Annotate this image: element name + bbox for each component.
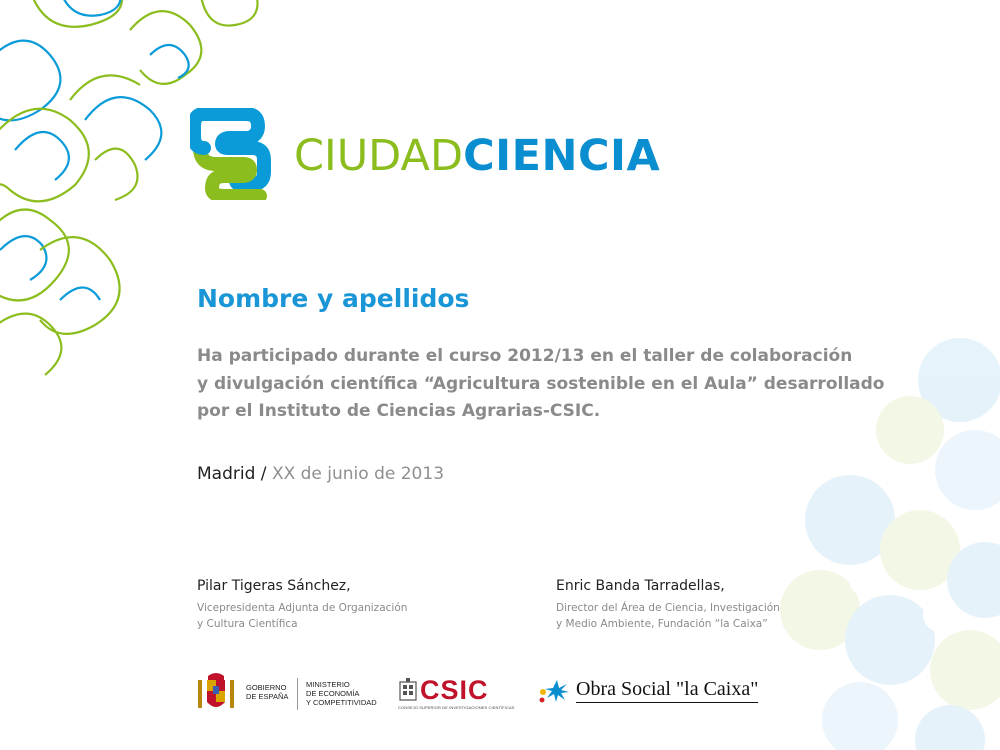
gobierno-espana-text: GOBIERNO DE ESPAÑA xyxy=(246,683,289,701)
ciudadciencia-symbol-icon xyxy=(190,108,280,200)
date-line xyxy=(197,464,444,484)
signatory-role xyxy=(556,600,780,632)
recipient-name: Nombre y apellidos xyxy=(197,284,470,313)
city: Madrid xyxy=(197,464,256,484)
body-line: y divulgación científica “Agricultura sostenible en el Aula” desarrollado xyxy=(197,373,885,394)
role-line: y Cultura Científica xyxy=(197,618,298,630)
body-line: Ha participado durante el curso 2012/13 en el taller de colaboración xyxy=(197,346,853,366)
ciudadciencia-logo xyxy=(190,108,660,200)
certificate-body xyxy=(197,343,885,426)
csic-subtitle: CONSEJO SUPERIOR DE INVESTIGACIONES CIENTÍFICAS xyxy=(398,705,515,710)
date-separator: / xyxy=(255,464,272,484)
signatory-2 xyxy=(556,578,780,632)
role-line: y Medio Ambiente, Fundación “la Caixa” xyxy=(556,618,768,630)
csic-wordmark: CSIC xyxy=(420,675,489,705)
role-line: Vicepresidenta Adjunta de Organización xyxy=(197,602,408,614)
signatory-role xyxy=(197,600,407,632)
signatory-name: Pilar Tigeras Sánchez, xyxy=(197,578,351,594)
csic-emblem-icon xyxy=(398,678,418,704)
spain-coat-of-arms-icon xyxy=(196,670,236,714)
ministerio-text: MINISTERIO DE ECONOMÍA Y COMPETITIVIDAD xyxy=(306,680,377,707)
wordmark-bold: CIENCIA xyxy=(463,131,661,181)
wordmark xyxy=(294,131,660,181)
body-line: por el Instituto de Ciencias Agrarias-CSIC. xyxy=(197,401,601,421)
la-caixa-star-icon xyxy=(537,678,571,704)
signatory-name: Enric Banda Tarradellas, xyxy=(556,578,725,594)
divider xyxy=(297,678,298,710)
date: XX de junio de 2013 xyxy=(271,464,445,484)
signatory-1 xyxy=(197,578,407,632)
wordmark-light: CIUDAD xyxy=(294,131,464,181)
obra-social-la-caixa-text: Obra Social "la Caixa" xyxy=(576,678,758,703)
role-line: Director del Área de Ciencia, Investigación xyxy=(556,602,780,614)
